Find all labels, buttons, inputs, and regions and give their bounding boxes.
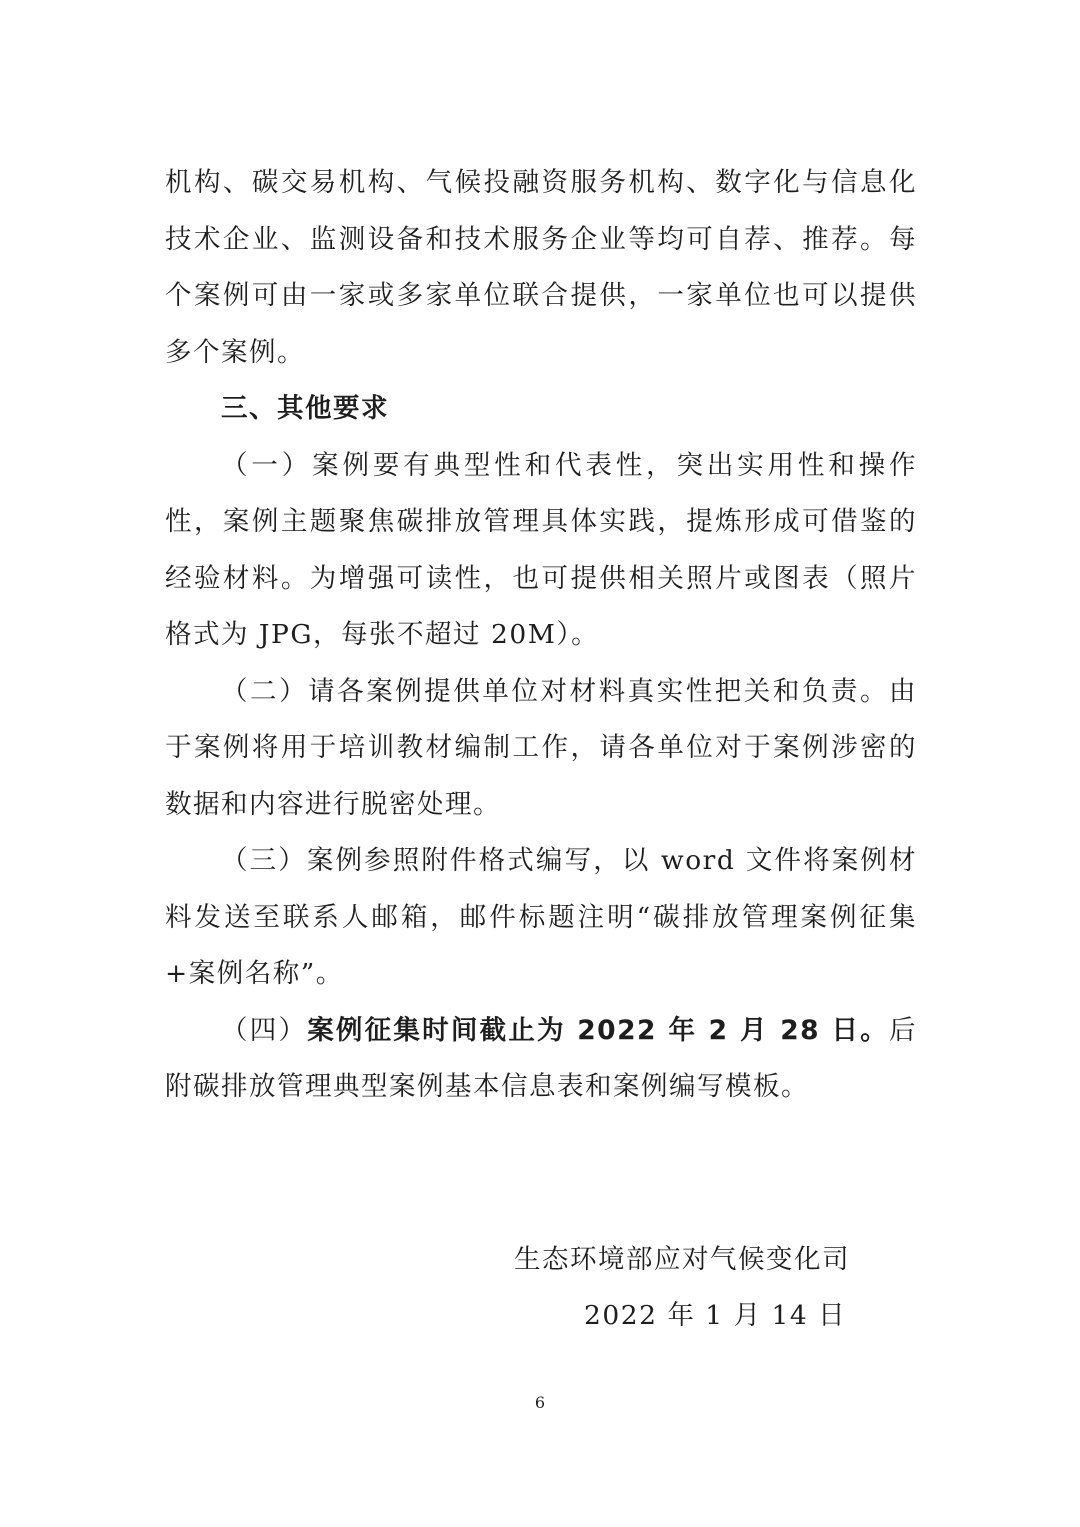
page-number: 6 — [534, 1393, 546, 1412]
continuation-paragraph: 机构、碳交易机构、气候投融资服务机构、数字化与信息化技术企业、监测设备和技术服务企业等均可自荐、推荐。每个案例可由一家或多家单位联合提供，一家单位也可以提供多个案例。 — [165, 167, 917, 368]
requirement-paragraph-3: （三）案例参照附件格式编写，以 word 文件将案例材料发送至联系人邮箱，邮件标题注明“碳排放管理案例征集+案例名称”。 — [165, 845, 917, 989]
requirement-4-prefix: （四） — [221, 1014, 308, 1046]
section-heading-other-requirements: 三、其他要求 — [221, 393, 389, 424]
signature-date: 2022 年 1 月 14 日 — [584, 1300, 847, 1331]
requirement-paragraph-2: （二）请各案例提供单位对材料真实性把关和负责。由于案例将用于培训教材编制工作，请各单位对于案例涉密的数据和内容进行脱密处理。 — [165, 675, 917, 820]
deadline-bold-text: 案例征集时间截止为 2022 年 2 月 28 日。 — [307, 1014, 890, 1046]
signature-organization: 生态环境部应对气候变化司 — [514, 1244, 850, 1275]
requirement-paragraph-4 — [165, 1003, 917, 1116]
page-body — [165, 155, 917, 1116]
requirement-paragraph-1: （一）案例要有典型性和代表性，突出实用性和操作性，案例主题聚焦碳排放管理具体实践，提炼形成可借鉴的经验材料。为增强可读性，也可提供相关照片或图表（照片格式为 JPG，每张不超过 20M）。 — [165, 449, 917, 650]
requirement-4-rest: 后附碳排放管理典型案例基本信息表和案例编写模板。 — [165, 1014, 918, 1102]
